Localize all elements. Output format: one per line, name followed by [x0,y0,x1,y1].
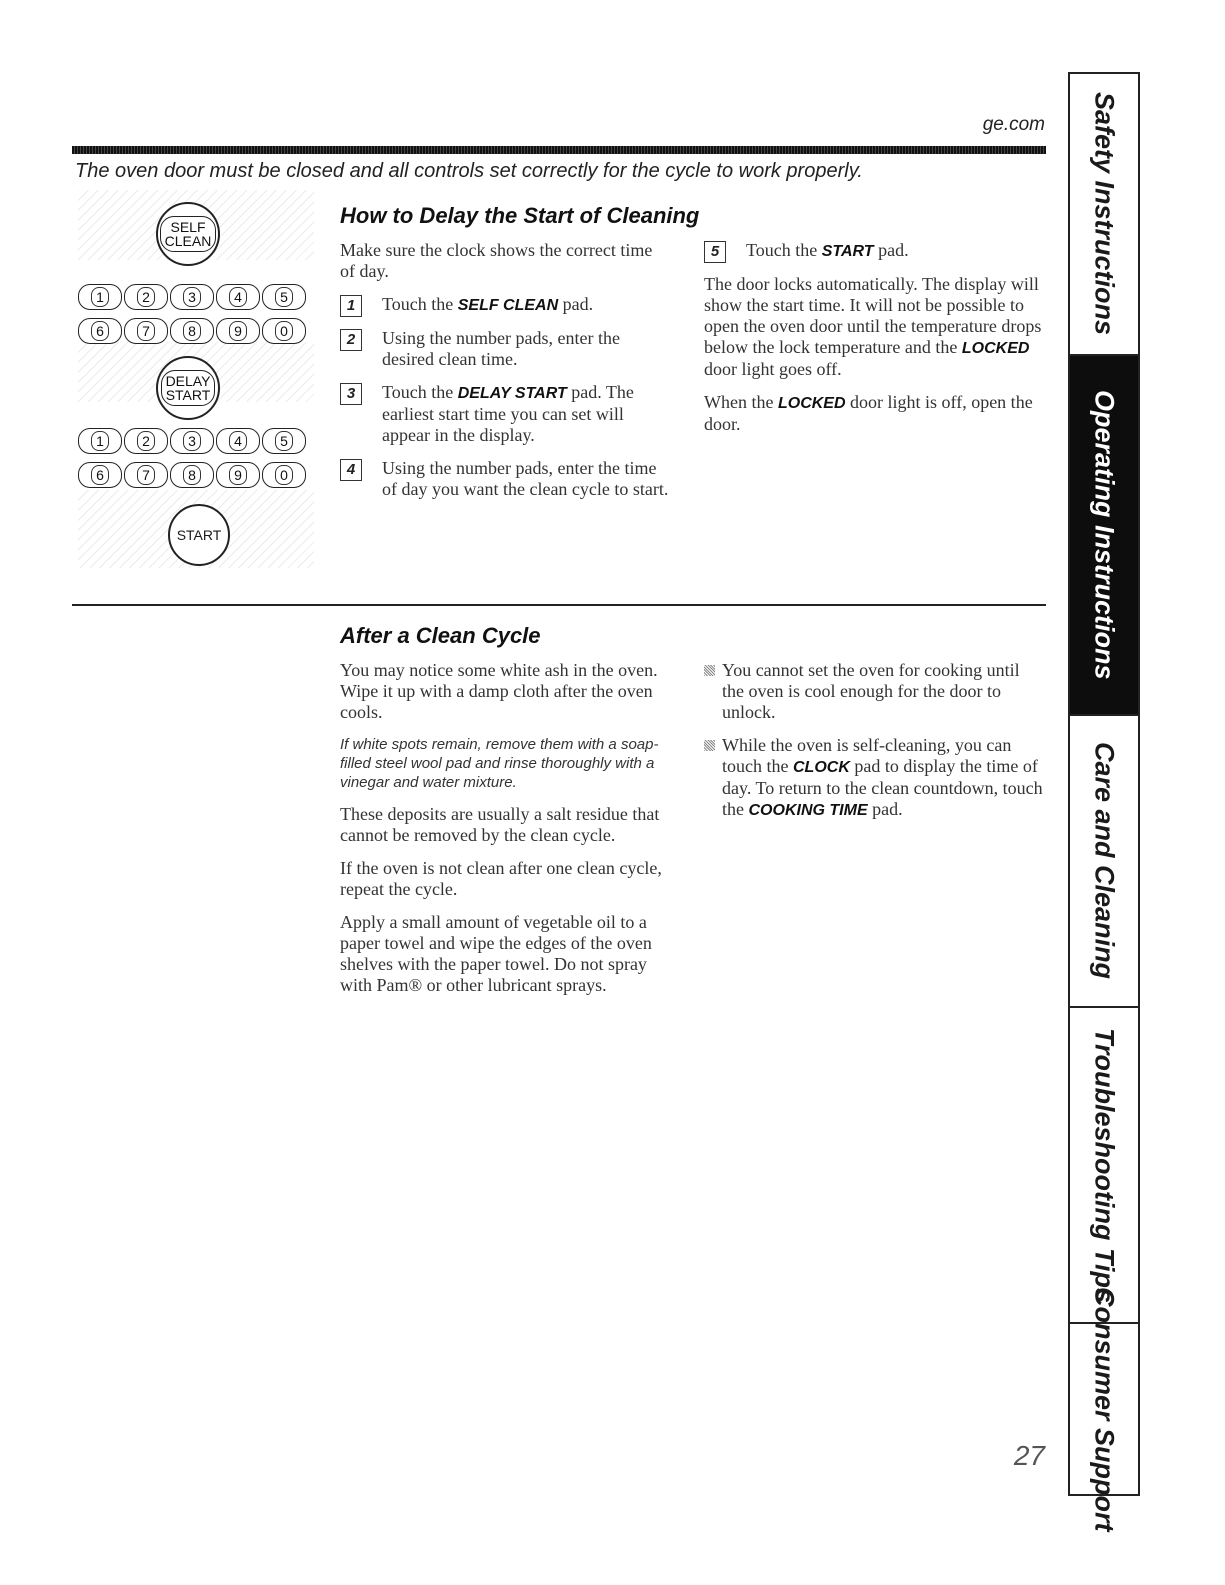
self-clean-label-2: CLEAN [164,233,212,249]
start-pad-label: START [176,527,222,543]
delay-start-label-2: START [165,387,211,403]
site-url: ge.com [982,114,1045,135]
number-pad-2: 2 [124,284,168,310]
number-pad-5: 5 [262,284,306,310]
self-clean-pad [156,202,220,266]
step-4: 4 Using the number pads, enter the time of day you want the clean cycle to start. [340,458,670,500]
white-spots-note: If white spots remain, remove them with a soap-filled steel wool pad and rinse thoroughly with a vinegar and water mixture. [340,736,659,791]
number-pad-5: 5 [262,428,306,454]
tab-label: Operating Instructions [1089,390,1120,680]
number-pad-1: 1 [78,284,122,310]
tab-label: Safety Instructions [1089,92,1120,336]
number-pad-3: 3 [170,284,214,310]
step-number-badge: 5 [704,241,726,263]
number-pad-9: 9 [216,318,260,344]
number-pad-6: 6 [78,318,122,344]
page-number: 27 [1013,1440,1045,1471]
step-5: 5 Touch the START pad. [704,240,1044,262]
tab-troubleshooting-tips[interactable] [1070,1008,1138,1324]
step-number-badge: 1 [340,295,362,317]
step-number-badge: 2 [340,329,362,351]
keyword-locked: LOCKED [961,340,1030,357]
step-2: 2 Using the number pads, enter the desired clean time. [340,328,670,370]
number-pad-3: 3 [170,428,214,454]
delay-start-pad [156,356,220,420]
number-pad-6: 6 [78,462,122,488]
header-rule [72,146,1046,154]
number-pad-row-4 [78,462,306,488]
delay-start-label-1: DELAY [165,373,211,389]
delay-section-title: How to Delay the Start of Cleaning [340,203,700,228]
delay-steps-column [340,240,670,512]
keyword-cooking-time: COOKING TIME [748,802,868,819]
keyword-self-clean: SELF CLEAN [457,297,559,314]
after-column-2 [704,660,1044,833]
step-number-badge: 3 [340,383,362,405]
tab-label: Care and Cleaning [1089,742,1120,980]
keyword-clock: CLOCK [792,759,850,776]
number-pad-8: 8 [170,318,214,344]
number-pad-4: 4 [216,284,260,310]
step-1: 1 Touch the SELF CLEAN pad. [340,294,670,316]
keyword-delay-start: DELAY START [457,385,567,402]
keyword-start: START [821,243,874,260]
number-pad-1: 1 [78,428,122,454]
section-divider [72,604,1046,606]
after-section-title: After a Clean Cycle [340,623,541,648]
number-pad-7: 7 [124,318,168,344]
self-clean-label-1: SELF [170,219,206,235]
bullet-icon [704,740,715,751]
after-para-1: You may notice some white ash in the oven. Wipe it up with a damp cloth after the oven cools. [340,660,658,722]
number-pad-0: 0 [262,318,306,344]
after-para-2: These deposits are usually a salt residue that cannot be removed by the clean cycle. [340,804,660,845]
delay-intro: Make sure the clock shows the correct time of day. [340,240,653,281]
number-pad-0: 0 [262,462,306,488]
cycle-notice: The oven door must be closed and all controls set correctly for the cycle to work properly. [75,160,863,182]
tab-safety-instructions[interactable] [1070,74,1138,356]
start-pad [168,504,230,566]
bullet-icon [704,665,715,676]
control-panel-illustration [78,190,314,568]
number-pad-row-1 [78,284,306,310]
number-pad-9: 9 [216,462,260,488]
number-pad-4: 4 [216,428,260,454]
number-pad-row-2 [78,318,306,344]
step-number-badge: 4 [340,459,362,481]
tab-label: Consumer Support [1089,1286,1120,1532]
bullet-item: You cannot set the oven for cooking until the oven is cool enough for the door to unlock. [704,660,1044,723]
after-para-4: Apply a small amount of vegetable oil to a paper towel and wipe the edges of the oven shelves with the paper towel. Do not spray with Pam® or other lubricant sprays. [340,912,652,995]
tab-operating-instructions[interactable] [1070,356,1138,716]
number-pad-8: 8 [170,462,214,488]
after-column-1 [340,660,680,1008]
number-pad-2: 2 [124,428,168,454]
tab-label: Troubleshooting Tips [1089,1027,1120,1303]
door-lock-paragraph: The door locks automatically. The display will show the start time. It will not be possible to open the oven door until the temperature drops below the lock temperature and the LOCKED door light goes off. [704,274,1042,379]
step-3: 3 Touch the DELAY START pad. The earliest start time you can set will appear in the display. [340,382,670,446]
tab-consumer-support[interactable] [1070,1286,1138,1532]
after-para-3: If the oven is not clean after one clean cycle, repeat the cycle. [340,858,662,899]
keyword-locked: LOCKED [777,395,846,412]
number-pad-row-3 [78,428,306,454]
delay-steps-column-2 [704,240,1044,447]
bullet-item: While the oven is self-cleaning, you can touch the CLOCK pad to display the time of day. To return to the clean countdown, touch the COOKING TIME pad. [704,735,1044,821]
section-tabs [1068,72,1140,1532]
number-pad-7: 7 [124,462,168,488]
door-open-paragraph: When the LOCKED door light is off, open the door. [704,392,1033,434]
tab-care-and-cleaning[interactable] [1070,716,1138,1008]
